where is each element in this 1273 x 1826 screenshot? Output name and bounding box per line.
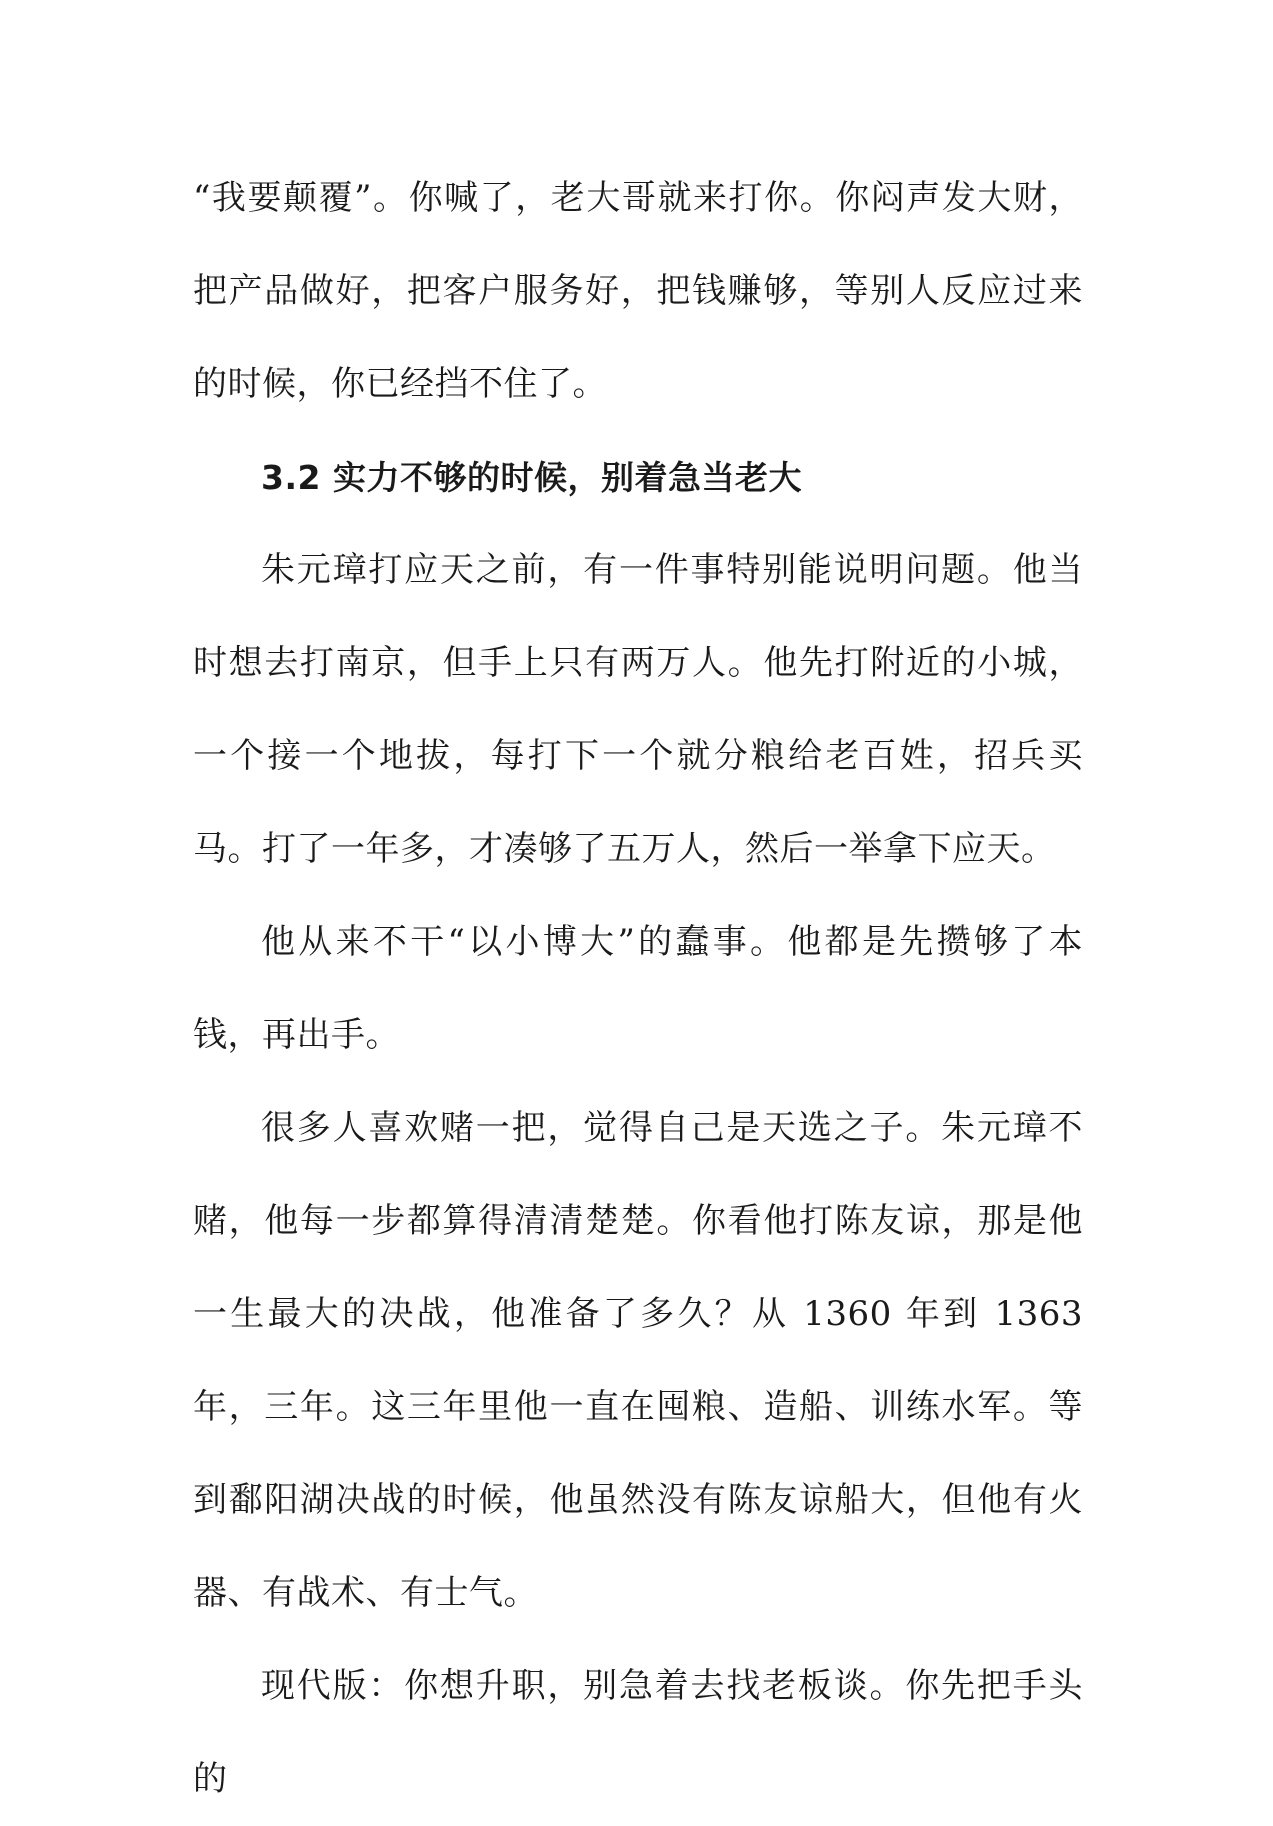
paragraph-3: 他从来不干“以小博大”的蠢事。他都是先攒够了本钱，再出手。 (193, 922, 1083, 1055)
paragraph-1: “我要颠覆”。你喊了，老大哥就来打你。你闷声发大财，把产品做好，把客户服务好，把钱赚够，等别人反应过来的时候，你已经挡不住了。 (193, 178, 1083, 404)
section-heading: 3.2 实力不够的时候，别着急当老大 (261, 458, 802, 497)
paragraph-2: 朱元璋打应天之前，有一件事特别能说明问题。他当时想去打南京，但手上只有两万人。他先打附近的小城，一个接一个地拔，每打下一个就分粮给老百姓，招兵买马。打了一年多，才凑够了五万人，然后一举拿下应天。 (193, 550, 1083, 869)
paragraph-5: 现代版：你想升职，别急着去找老板谈。你先把手头的 (193, 1666, 1083, 1799)
paragraph-4: 很多人喜欢赌一把，觉得自己是天选之子。朱元璋不赌，他每一步都算得清清楚楚。你看他打陈友谅，那是他一生最大的决战，他准备了多久？从 1360 年到 1363 年，三年。这三年里他一直在囤粮、造船、训练水军。等到鄱阳湖决战的时候，他虽然没有陈友谅船大，但他有火器、有战术、有士气。 (193, 1108, 1083, 1613)
document-body (193, 152, 1083, 1826)
